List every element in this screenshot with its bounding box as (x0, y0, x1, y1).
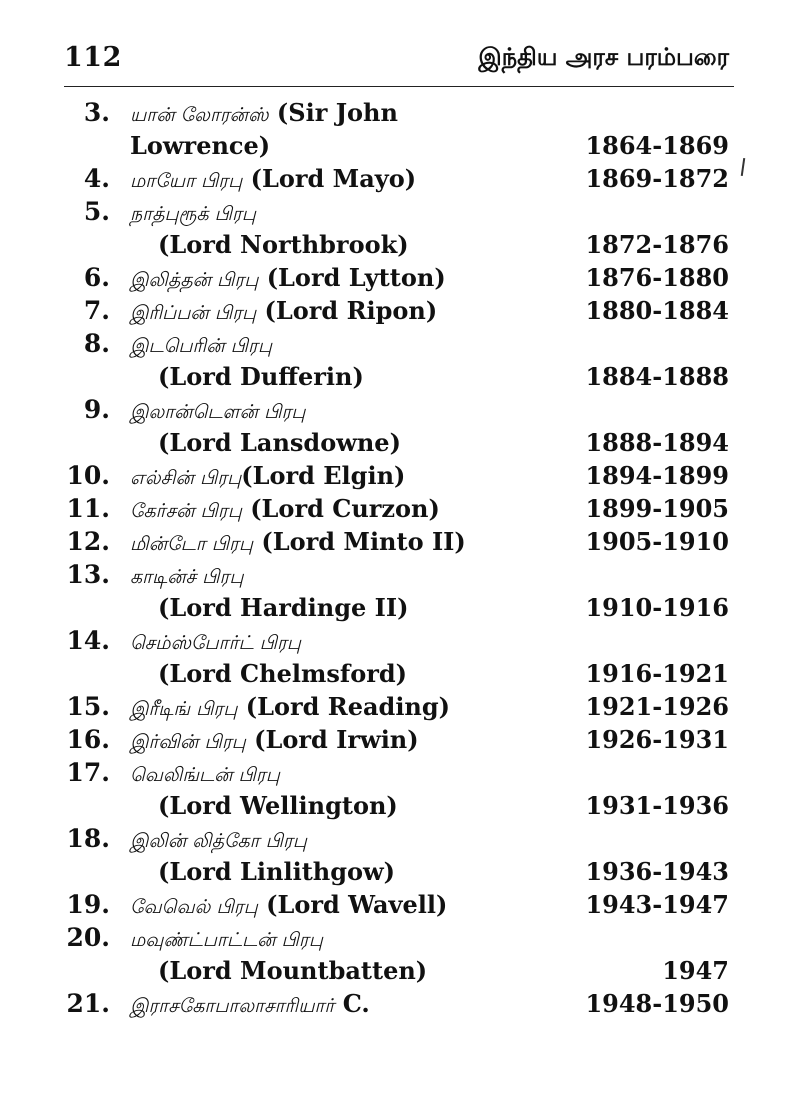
english-name: (Lord Linlithgow) (158, 857, 396, 886)
entry-name (130, 162, 416, 198)
entry-name (130, 393, 305, 429)
entry-number: 5. (83, 197, 110, 226)
list-item (60, 459, 735, 492)
page-number: 112 (64, 42, 122, 73)
entry-line (60, 360, 735, 393)
entry-line (60, 657, 735, 690)
entry-name (130, 195, 256, 231)
header-rule (64, 86, 734, 87)
tamil-name: காடின்ச் பிரபு (130, 566, 244, 588)
list-item (60, 624, 735, 690)
english-name: (Lord Mayo) (242, 164, 417, 193)
tamil-name: இராசகோபாலாசாரியார் (130, 995, 335, 1017)
entry-line (60, 162, 735, 195)
english-name: (Lord Mountbatten) (158, 956, 428, 985)
english-name: (Lord Curzon) (241, 494, 440, 523)
entry-name (158, 228, 409, 261)
english-name: (Lord Wavell) (257, 890, 448, 919)
tenure-years: 1926-1931 (585, 725, 729, 754)
tenure-years: 1916-1921 (585, 659, 729, 688)
entry-line (60, 888, 735, 921)
entry-name (130, 690, 450, 726)
tenure-years: 1931-1936 (585, 791, 729, 820)
tamil-name: இர்வின் பிரபு (130, 731, 246, 753)
entry-line (60, 294, 735, 327)
tamil-name: இரிப்பன் பிரபு (130, 302, 257, 324)
tenure-years: 1888-1894 (585, 428, 729, 457)
list-item (60, 987, 735, 1020)
entry-line (60, 129, 735, 162)
entry-name (130, 327, 272, 363)
tenure-years: 1876-1880 (585, 263, 729, 292)
tenure-years: 1884-1888 (585, 362, 729, 391)
tamil-name: வெலிங்டன் பிரபு (130, 764, 280, 786)
entry-line (60, 228, 735, 261)
entry-name (158, 954, 427, 987)
viceroy-list (60, 96, 735, 1020)
list-item (60, 294, 735, 327)
tamil-name: வேவெல் பிரபு (130, 896, 258, 918)
tamil-name: இலின் லித்கோ பிரபு (130, 830, 307, 852)
entry-line (60, 492, 735, 525)
tenure-years: 1880-1884 (585, 296, 729, 325)
list-item (60, 558, 735, 624)
english-name: Lowrence) (130, 131, 271, 160)
tamil-name: நாத்புரூக் பிரபு (130, 203, 256, 225)
list-item (60, 327, 735, 393)
entry-name (130, 459, 405, 495)
list-item (60, 822, 735, 888)
entry-name (130, 624, 301, 660)
tamil-name: மவுண்ட்பாட்டன் பிரபு (130, 929, 323, 951)
entry-number: 13. (66, 560, 110, 589)
entry-name (130, 261, 446, 297)
entry-line (60, 261, 735, 294)
entry-number: 9. (83, 395, 110, 424)
entry-line (60, 558, 735, 591)
entry-name (158, 360, 364, 393)
entry-line (60, 987, 735, 1020)
tamil-name: கேர்சன் பிரபு (130, 500, 242, 522)
tamil-name: மின்டோ பிரபு (130, 533, 253, 555)
entry-line (60, 96, 735, 129)
tamil-name: இலித்தன் பிரபு (130, 269, 259, 291)
entry-name (130, 129, 270, 162)
entry-name (130, 987, 370, 1023)
entry-number: 21. (66, 989, 110, 1018)
tamil-name: மாயோ பிரபு (130, 170, 243, 192)
english-name: (Lord Northbrook) (158, 230, 409, 259)
english-name: (Lord Chelmsford) (158, 659, 407, 688)
entry-line (60, 624, 735, 657)
entry-name (130, 921, 323, 957)
entry-number: 14. (66, 626, 110, 655)
entry-line (60, 591, 735, 624)
list-item (60, 756, 735, 822)
entry-name (130, 96, 398, 132)
english-name: (Lord Ripon) (256, 296, 438, 325)
tenure-years: 1905-1910 (585, 527, 729, 556)
tenure-years: 1910-1916 (585, 593, 729, 622)
list-item (60, 195, 735, 261)
tenure-years: 1872-1876 (585, 230, 729, 259)
english-name: (Lord Wellington) (158, 791, 398, 820)
english-name: (Lord Reading) (237, 692, 451, 721)
list-item (60, 96, 735, 162)
entry-name (158, 657, 407, 690)
list-item (60, 393, 735, 459)
entry-line (60, 855, 735, 888)
entry-name (130, 525, 466, 561)
tamil-name: யான் லோரன்ஸ் (130, 104, 269, 126)
running-title: இந்திய அரச பரம்பரை (478, 42, 729, 71)
english-name: (Lord Hardinge II) (158, 593, 409, 622)
tenure-years: 1899-1905 (585, 494, 729, 523)
entry-line (60, 690, 735, 723)
entry-name (158, 855, 395, 888)
english-name: (Sir John (268, 98, 398, 127)
entry-name (130, 294, 437, 330)
list-item (60, 525, 735, 558)
entry-number: 6. (83, 263, 110, 292)
entry-number: 4. (83, 164, 110, 193)
tenure-years: 1894-1899 (585, 461, 729, 490)
entry-number: 3. (83, 98, 110, 127)
tenure-years: 1921-1926 (585, 692, 729, 721)
entry-number: 10. (66, 461, 110, 490)
tenure-years: 1869-1872 (585, 164, 729, 193)
english-name: (Lord Elgin) (241, 461, 406, 490)
list-item (60, 261, 735, 294)
entry-number: 20. (66, 923, 110, 952)
english-name: (Lord Lansdowne) (158, 428, 401, 457)
entry-line (60, 393, 735, 426)
entry-line (60, 921, 735, 954)
entry-line (60, 426, 735, 459)
entry-number: 17. (66, 758, 110, 787)
entry-number: 18. (66, 824, 110, 853)
entry-name (158, 591, 408, 624)
entry-line (60, 459, 735, 492)
entry-name (158, 426, 401, 459)
entry-number: 19. (66, 890, 110, 919)
tamil-name: இடபெரின் பிரபு (130, 335, 272, 357)
entry-line (60, 954, 735, 987)
entry-number: 12. (66, 527, 110, 556)
english-name: (Lord Dufferin) (158, 362, 364, 391)
tenure-years: 1864-1869 (585, 131, 729, 160)
entry-name (130, 822, 307, 858)
tamil-name: இலான்டௌன் பிரபு (130, 401, 306, 423)
english-name: (Lord Lytton) (258, 263, 446, 292)
tenure-years: 1947 (662, 956, 729, 985)
entry-line (60, 789, 735, 822)
entry-line (60, 723, 735, 756)
list-item (60, 690, 735, 723)
entry-name (130, 723, 419, 759)
entry-name (158, 789, 398, 822)
list-item (60, 492, 735, 525)
entry-number: 16. (66, 725, 110, 754)
english-name: C. (334, 989, 370, 1018)
tenure-years: 1936-1943 (585, 857, 729, 886)
entry-number: 11. (66, 494, 110, 523)
tamil-name: எல்சின் பிரபு (130, 467, 242, 489)
list-item (60, 921, 735, 987)
entry-number: 8. (83, 329, 110, 358)
entry-name (130, 492, 440, 528)
tenure-years: 1948-1950 (585, 989, 729, 1018)
entry-line (60, 195, 735, 228)
entry-number: 15. (66, 692, 110, 721)
entry-number: 7. (83, 296, 110, 325)
english-name: (Lord Irwin) (245, 725, 419, 754)
entry-line (60, 756, 735, 789)
entry-line (60, 327, 735, 360)
page-header (64, 38, 729, 82)
list-item (60, 162, 735, 195)
list-item (60, 888, 735, 921)
entry-line (60, 822, 735, 855)
tenure-years: 1943-1947 (585, 890, 729, 919)
entry-name (130, 756, 280, 792)
tamil-name: இரீடிங் பிரபு (130, 698, 238, 720)
entry-line (60, 525, 735, 558)
list-item (60, 723, 735, 756)
entry-name (130, 888, 447, 924)
entry-name (130, 558, 243, 594)
margin-mark (741, 158, 745, 176)
english-name: (Lord Minto II) (253, 527, 466, 556)
tamil-name: செம்ஸ்போர்ட் பிரபு (130, 632, 301, 654)
